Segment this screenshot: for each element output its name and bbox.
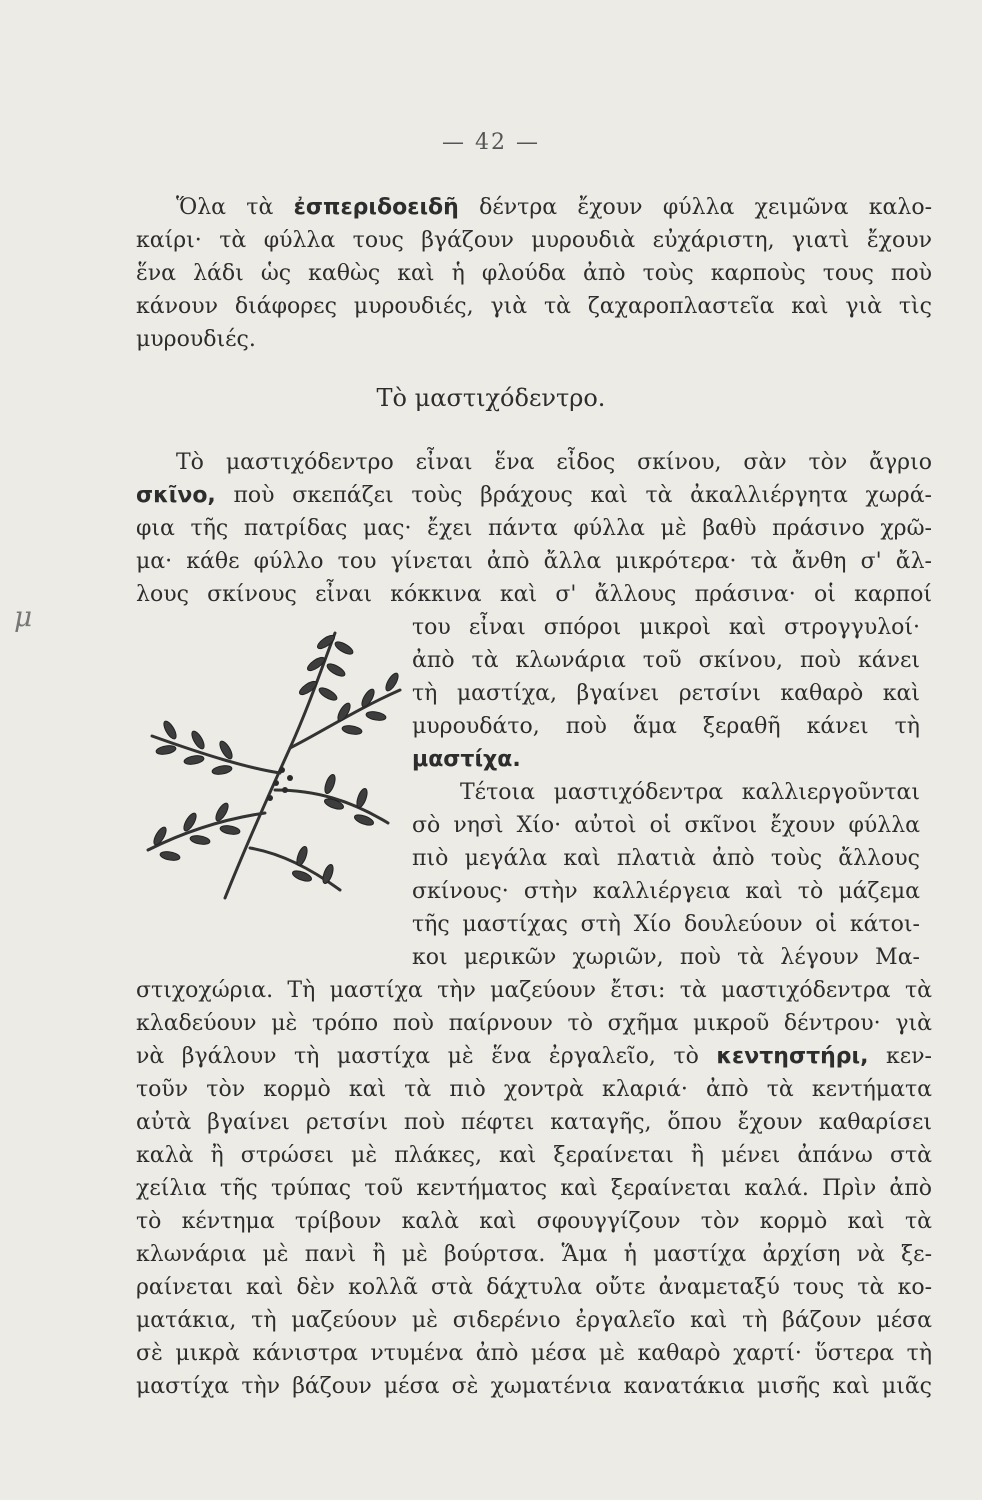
term-skinos: σκῖνο,: [136, 483, 216, 508]
section-heading: Τὸ μαστιχόδεντρο.: [376, 384, 606, 412]
paragraph-1-line-1-rest: δέντρα ἔχουν φύλλα χειμῶνα καλο-: [479, 195, 933, 220]
paragraph-3-line-9: [136, 1042, 932, 1072]
paragraph-3-line-9-rest: κεν-: [886, 1044, 932, 1069]
paragraph-2-line-1: Τὸ μαστιχόδεντρο εἶναι ἕνα εἶδος σκίνου, σὰν τὸν ἄγριο: [176, 450, 932, 475]
paragraph-1-line-2: καίρι· τὰ φύλλα τους βγάζουν μυρουδιὰ εὐχάριστη, γιατὶ ἔχουν: [136, 228, 932, 253]
term-citrus: ἐσπεριδοειδῆ: [293, 195, 459, 220]
paragraph-3-line-8: κλαδεύουν μὲ τρόπο ποὺ παίρνουν τὸ σχῆμα μικροῦ δέντρου· γιὰ: [136, 1011, 932, 1036]
paragraph-3-line-9-start: νὰ βγάλουν τὴ μαστίχα μὲ ἕνα ἐργαλεῖο, τὸ: [136, 1044, 699, 1069]
mastic-branch-illustration: [130, 618, 405, 903]
paragraph-2-line-7: ἀπὸ τὰ κλωνάρια τοῦ σκίνου, ποὺ κάνει: [412, 648, 920, 673]
paragraph-3-line-2: σὸ νησὶ Χίο· αὐτοὶ οἱ σκῖνοι ἔχουν φύλλα: [412, 813, 920, 838]
paragraph-3-line-12: καλὰ ἢ στρώσει μὲ πλάκες, καὶ ξεραίνεται ἢ μένει ἀπάνω στὰ: [136, 1143, 932, 1168]
paragraph-3-line-1: Τέτοια μαστιχόδεντρα καλλιεργοῦνται: [460, 780, 920, 805]
paragraph-3-line-19: μαστίχα τὴν βάζουν μέσα σὲ χωματένια κανατάκια μισῆς καὶ μιᾶς: [136, 1374, 932, 1399]
paragraph-1-line-1: [176, 193, 932, 223]
paragraph-2-line-8: τὴ μαστίχα, βγαίνει ρετσίνι καθαρὸ καὶ: [412, 681, 920, 706]
paragraph-2-line-2-rest: ποὺ σκεπάζει τοὺς βράχους καὶ τὰ ἀκαλλιέργητα χωρά-: [233, 483, 932, 508]
paragraph-1-line-1-start: Ὅλα τὰ: [176, 195, 274, 220]
margin-annotation: μ: [14, 600, 33, 633]
paragraph-3-line-7: στιχοχώρια. Τὴ μαστίχα τὴν μαζεύουν ἔτσι: τὰ μαστιχόδεντρα τὰ: [136, 978, 932, 1003]
paragraph-1-line-4: κάνουν διάφορες μυρουδιές, γιὰ τὰ ζαχαροπλαστεῖα καὶ γιὰ τὶς: [136, 294, 932, 319]
paragraph-3-line-3: πιὸ μεγάλα καὶ πλατιὰ ἀπὸ τοὺς ἄλλους: [412, 846, 920, 871]
paragraph-3-line-11: αὐτὰ βγαίνει ρετσίνι ποὺ πέφτει καταγῆς, ὅπου ἔχουν καθαρίσει: [136, 1110, 932, 1135]
paragraph-3-line-14: τὸ κέντημα τρίβουν καλὰ καὶ σφουγγίζουν τὸν κορμὸ καὶ τὰ: [136, 1209, 932, 1234]
paragraph-3-line-6: κοι μερικῶν χωριῶν, ποὺ τὰ λέγουν Μα-: [412, 945, 920, 970]
term-mastic: μαστίχα.: [412, 747, 521, 772]
paragraph-3-line-13: χείλια τῆς τρύπας τοῦ κεντήματος καὶ ξεραίνεται καλά. Πρὶν ἀπὸ: [136, 1176, 932, 1201]
paragraph-2-line-4: μα· κάθε φύλλο του γίνεται ἀπὸ ἄλλα μικρότερα· τὰ ἄνθη σ' ἄλ-: [136, 549, 932, 574]
paragraph-3-line-18: σὲ μικρὰ κάνιστρα ντυμένα ἀπὸ μέσα μὲ καθαρὸ χαρτί· ὕστερα τὴ: [136, 1341, 932, 1366]
paragraph-2-line-2: [136, 481, 932, 511]
paragraph-2-line-5: λους σκίνους εἶναι κόκκινα καὶ σ' ἄλλους πράσινα· οἱ καρποί: [136, 582, 932, 607]
term-kentistiri: κεντηστήρι,: [716, 1044, 869, 1069]
paragraph-1-line-3: ἕνα λάδι ὡς καθὼς καὶ ἡ φλούδα ἀπὸ τοὺς καρποὺς τους ποὺ: [136, 261, 932, 286]
paragraph-1-line-5: μυρουδιές.: [136, 327, 256, 352]
paragraph-2-line-3: φια τῆς πατρίδας μας· ἔχει πάντα φύλλα μὲ βαθὺ πράσινο χρῶ-: [136, 516, 932, 541]
paragraph-3-line-4: σκίνους· στὴν καλλιέργεια καὶ τὸ μάζεμα: [412, 879, 920, 904]
paragraph-3-line-10: τοῦν τὸν κορμὸ καὶ τὰ πιὸ χοντρὰ κλαριά· ἀπὸ τὰ κεντήματα: [136, 1077, 932, 1102]
paragraph-2-line-9: μυρουδάτο, ποὺ ἅμα ξεραθῆ κάνει τὴ: [412, 714, 920, 739]
page-number: — 42 —: [442, 130, 540, 155]
paragraph-3-line-15: κλωνάρια μὲ πανὶ ἢ μὲ βούρτσα. Ἅμα ἡ μαστίχα ἀρχίση νὰ ξε-: [136, 1242, 932, 1267]
paragraph-2-line-6: του εἶναι σπόροι μικροὶ καὶ στρογγυλοί·: [412, 615, 920, 640]
paragraph-3-line-5: τῆς μαστίχας στὴ Χίο δουλεύουν οἱ κάτοι-: [412, 912, 920, 937]
paragraph-3-line-16: ραίνεται καὶ δὲν κολλᾶ στὰ δάχτυλα οὔτε ἀναμεταξύ τους τὰ κο-: [136, 1275, 932, 1300]
paragraph-3-line-17: ματάκια, τὴ μαζεύουν μὲ σιδερένιο ἐργαλεῖο καὶ τὴ βάζουν μέσα: [136, 1308, 932, 1333]
